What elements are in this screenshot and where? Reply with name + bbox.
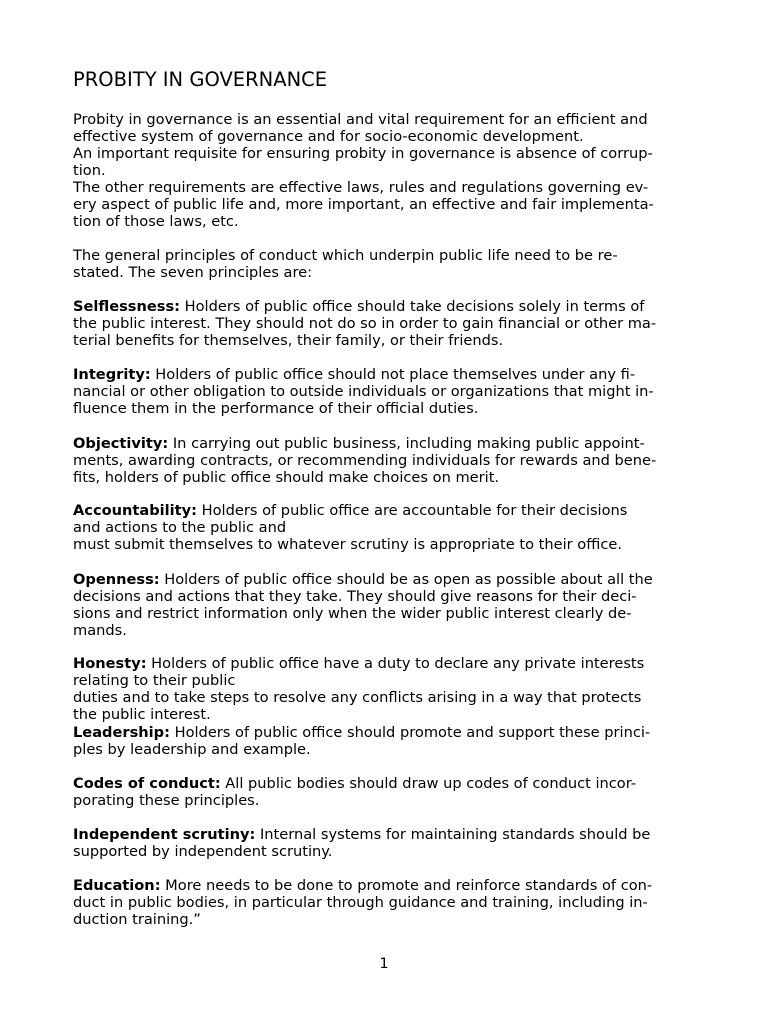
principle-text: In carrying out public business, including making public appoint- [168, 435, 645, 452]
principle-line: the public interest. They should not do so in order to gain financial or other ma- [73, 315, 657, 332]
principle-term: Openness: [73, 571, 160, 588]
principle-text: More needs to be done to promote and reinforce standards of con- [160, 877, 653, 894]
principle-education [73, 877, 652, 894]
intro-line: effective system of governance and for socio-economic development. [73, 128, 584, 145]
principle-line: sions and restrict information only when the wider public interest clearly de- [73, 605, 632, 622]
principle-term: Accountability: [73, 502, 198, 519]
principle-line: ments, awarding contracts, or recommending individuals for rewards and bene- [73, 452, 657, 469]
principle-term: Integrity: [73, 366, 151, 383]
principle-term: Objectivity: [73, 435, 169, 452]
intro-line: tion of those laws, etc. [73, 213, 239, 230]
principle-codes-of-conduct [73, 775, 636, 792]
principle-line: nancial or other obligation to outside individuals or organizations that might in- [73, 383, 654, 400]
principle-term: Codes of conduct: [73, 775, 221, 792]
general-line: stated. The seven principles are: [73, 264, 313, 281]
principle-line: ples by leadership and example. [73, 741, 311, 758]
principle-line: the public interest. [73, 706, 211, 723]
principle-text: Internal systems for maintaining standards should be [255, 826, 651, 843]
principle-line: terial benefits for themselves, their family, or their friends. [73, 332, 504, 349]
principle-text: Holders of public office should not place themselves under any fi- [150, 366, 636, 383]
principle-line: supported by independent scrutiny. [73, 843, 333, 860]
principle-text: Holders of public office should be as open as possible about all the [159, 571, 653, 588]
principle-term: Education: [73, 877, 161, 894]
intro-line: tion. [73, 162, 106, 179]
principle-line: fluence them in the performance of their official duties. [73, 400, 479, 417]
principle-line: fits, holders of public office should make choices on merit. [73, 469, 500, 486]
principle-leadership [73, 724, 650, 741]
principle-term: Honesty: [73, 655, 147, 672]
principle-openness [73, 571, 653, 588]
principle-line: duction training.” [73, 911, 201, 928]
principle-text: Holders of public office should promote and support these princi- [169, 724, 651, 741]
principle-line: porating these principles. [73, 792, 260, 809]
principle-integrity [73, 366, 635, 383]
principle-term: Leadership: [73, 724, 170, 741]
page-title: PROBITY IN GOVERNANCE [73, 68, 328, 91]
principle-text: All public bodies should draw up codes of conduct incor- [220, 775, 637, 792]
principle-independent-scrutiny [73, 826, 650, 843]
principle-text: Holders of public office should take decisions solely in terms of [180, 298, 645, 315]
principle-line: and actions to the public and [73, 519, 287, 536]
principle-line: duct in public bodies, in particular through guidance and training, including in- [73, 894, 648, 911]
general-line: The general principles of conduct which underpin public life need to be re- [73, 247, 618, 264]
principle-line: decisions and actions that they take. They should give reasons for their deci- [73, 588, 637, 605]
intro-line: The other requirements are effective laws, rules and regulations governing ev- [73, 179, 649, 196]
principle-objectivity [73, 435, 645, 452]
principle-text: Holders of public office have a duty to declare any private interests [146, 655, 645, 672]
principle-honesty [73, 655, 644, 672]
principle-line: mands. [73, 622, 127, 639]
principle-accountability [73, 502, 627, 519]
principle-selflessness [73, 298, 644, 315]
intro-line: ery aspect of public life and, more important, an effective and fair implementa- [73, 196, 654, 213]
principle-term: Selflessness: [73, 298, 180, 315]
principle-line: relating to their public [73, 672, 236, 689]
intro-line: Probity in governance is an essential and vital requirement for an efficient and [73, 111, 648, 128]
principle-term: Independent scrutiny: [73, 826, 256, 843]
page-number: 1 [379, 955, 389, 972]
principle-text: Holders of public office are accountable for their decisions [197, 502, 628, 519]
principle-line: duties and to take steps to resolve any conflicts arising in a way that protects [73, 689, 642, 706]
principle-line: must submit themselves to whatever scrutiny is appropriate to their office. [73, 536, 622, 553]
intro-line: An important requisite for ensuring probity in governance is absence of corrup- [73, 145, 653, 162]
